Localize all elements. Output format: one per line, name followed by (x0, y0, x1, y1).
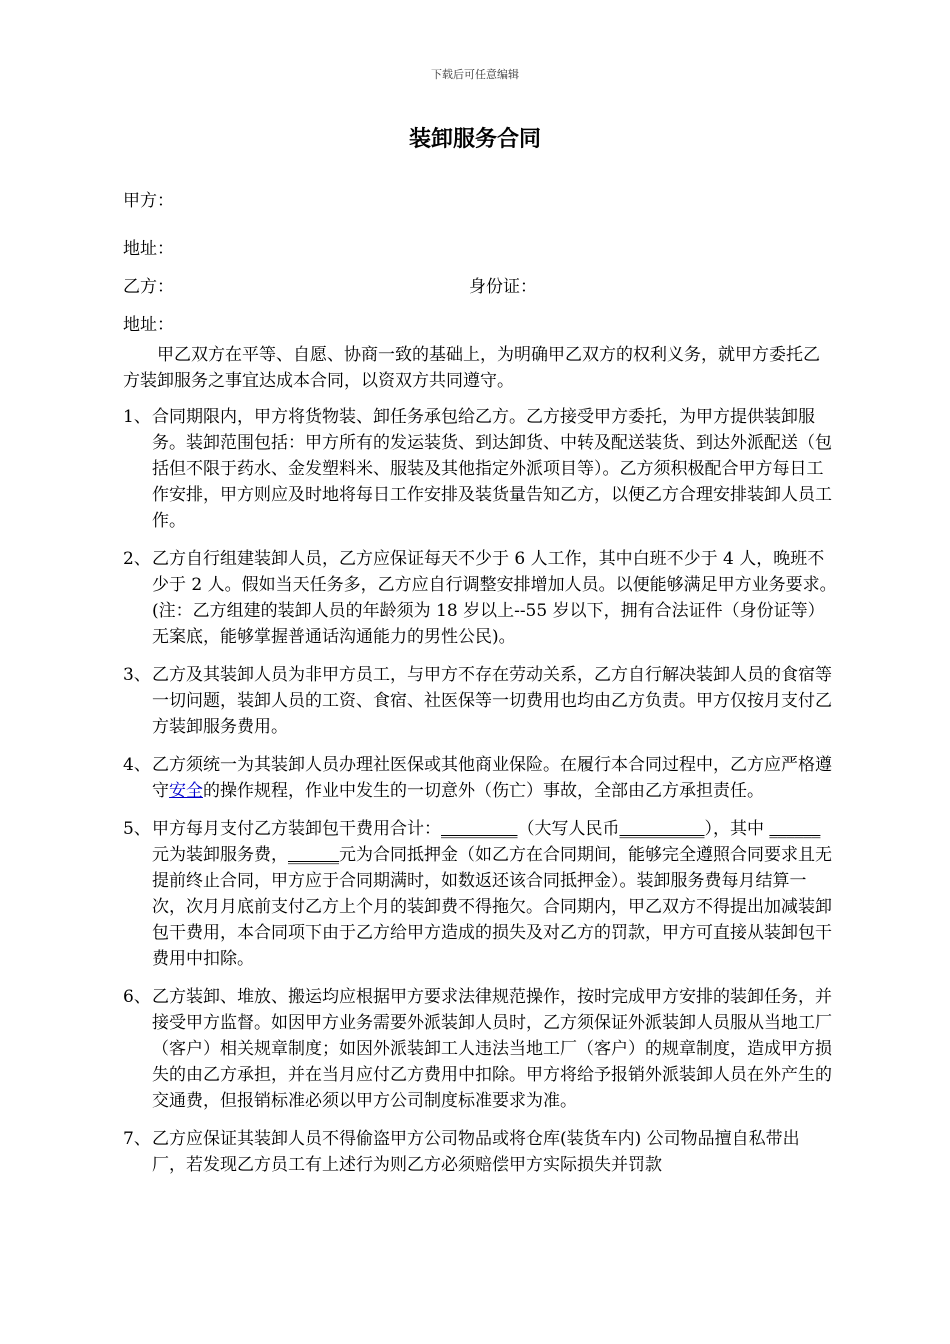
clause-text: 甲方每月支付乙方装卸包干费用合计： (152, 819, 441, 839)
clause-number: 4、 (123, 755, 151, 775)
id-card-label: 身份证： (469, 277, 537, 297)
clause-text: 合同期限内，甲方将货物装、卸任务承包给乙方。乙方接受甲方委托，为甲方提供装卸服务。装卸范围包括：甲方所有的发运装货、到达卸货、中转及配送装货、到达外派配送（包括但不限于药水、金发塑料米、服装及其他指定外派项目等）。乙方须积极配合甲方每日工作安排，甲方则应及时地将每日工作安排及装货量告知乙方，以便乙方合理安排装卸人员工作。 (152, 407, 832, 531)
service-fee-blank: ______ (769, 819, 821, 839)
clause-1 (123, 404, 833, 534)
clause-text: 乙方装卸、堆放、搬运均应根据甲方要求法律规范操作，按时完成甲方安排的装卸任务，并接受甲方监督。如因甲方业务需要外派装卸人员时，乙方须保证外派装卸人员服从当地工厂（客户）相关规章制度；如因外派装卸工人违法当地工厂（客户）的规章制度，造成甲方损失的由乙方承担，并在当月应付乙方费用中扣除。甲方将给予报销外派装卸人员在外产生的交通费，但报销标准必须以甲方公司制度标准要求为准。 (152, 987, 832, 1111)
safety-link[interactable]: 安全 (169, 781, 203, 801)
total-amount-blank: _________ (441, 819, 518, 839)
clause-text: （大写人民币 (517, 819, 620, 839)
clause-text: 乙方应保证其装卸人员不得偷盗甲方公司物品或将仓库(装货车内) 公司物品擅自私带出厂，若发现乙方员工有上述行为则乙方必须赔偿甲方实际损失并罚款 (152, 1129, 800, 1175)
clause-text: ），其中 (704, 819, 770, 839)
clause-number: 1、 (123, 407, 151, 427)
clause-text: 元为合同抵押金（如乙方在合同期间，能够完全遵照合同要求且无提前终止合同，甲方应于合同期满时，如数返还该合同抵押金）。装卸服务费每月结算一次，次月月底前支付乙方上个月的装卸费不得拖欠。合同期内，甲乙双方不得提出加减装卸包干费用，本合同项下由于乙方给甲方造成的损失及对乙方的罚款，甲方可直接从装卸包干费用中扣除。 (152, 845, 832, 969)
intro-paragraph: 甲乙双方在平等、自愿、协商一致的基础上，为明确甲乙双方的权利义务，就甲方委托乙方装卸服务之事宜达成本合同，以资双方共同遵守。 (123, 345, 820, 391)
clause-number: 7、 (123, 1129, 151, 1149)
clause-number: 5、 (123, 819, 151, 839)
clause-text: 乙方及其装卸人员为非甲方员工，与甲方不存在劳动关系，乙方自行解决装卸人员的食宿等一切问题，装卸人员的工资、食宿、社医保等一切费用也均由乙方负责。甲方仅按月支付乙方装卸服务费用。 (152, 665, 832, 737)
clause-7 (123, 1126, 833, 1178)
document-title: 装卸服务合同 (408, 127, 541, 152)
amount-in-words-blank: __________ (619, 819, 705, 839)
party-a-label: 甲方： (123, 191, 174, 211)
clause-text: 乙方须统一为其装卸人员办理社医保或其他商业保险。在履行本合同过程中，乙方应严格遵守 (152, 755, 832, 801)
clause-number: 2、 (123, 549, 151, 569)
clause-text: 乙方自行组建装卸人员，乙方应保证每天不少于 6 人工作，其中白班不少于 4 人，晚班不少于 2 人。假如当天任务多，乙方应自行调整安排增加人员。以便能够满足甲方业务要求。 (注：乙方组建的装卸人员的年龄须为 18 岁以上--55 岁以下，拥有合法证件（身份证等）无案底，能够掌握普通话沟通能力的男性公民)。 (152, 549, 846, 647)
address-b-label: 地址： (123, 315, 174, 335)
header-note: 下载后可任意编辑 (431, 68, 519, 81)
clause-text: 元为装卸服务费， (152, 845, 288, 865)
clause-number: 6、 (123, 987, 151, 1007)
clause-6 (123, 984, 833, 1114)
clause-list (123, 404, 846, 1190)
clause-text: 的操作规程，作业中发生的一切意外（伤亡）事故，全部由乙方承担责任。 (203, 781, 764, 801)
deposit-blank: ______ (288, 845, 339, 865)
clause-number: 3、 (123, 665, 151, 685)
address-a-label: 地址： (123, 239, 174, 259)
clause-5 (123, 816, 833, 972)
party-b-label: 乙方： (123, 277, 174, 297)
clause-2 (123, 546, 846, 650)
clause-4 (123, 752, 833, 804)
clause-3 (123, 662, 833, 740)
